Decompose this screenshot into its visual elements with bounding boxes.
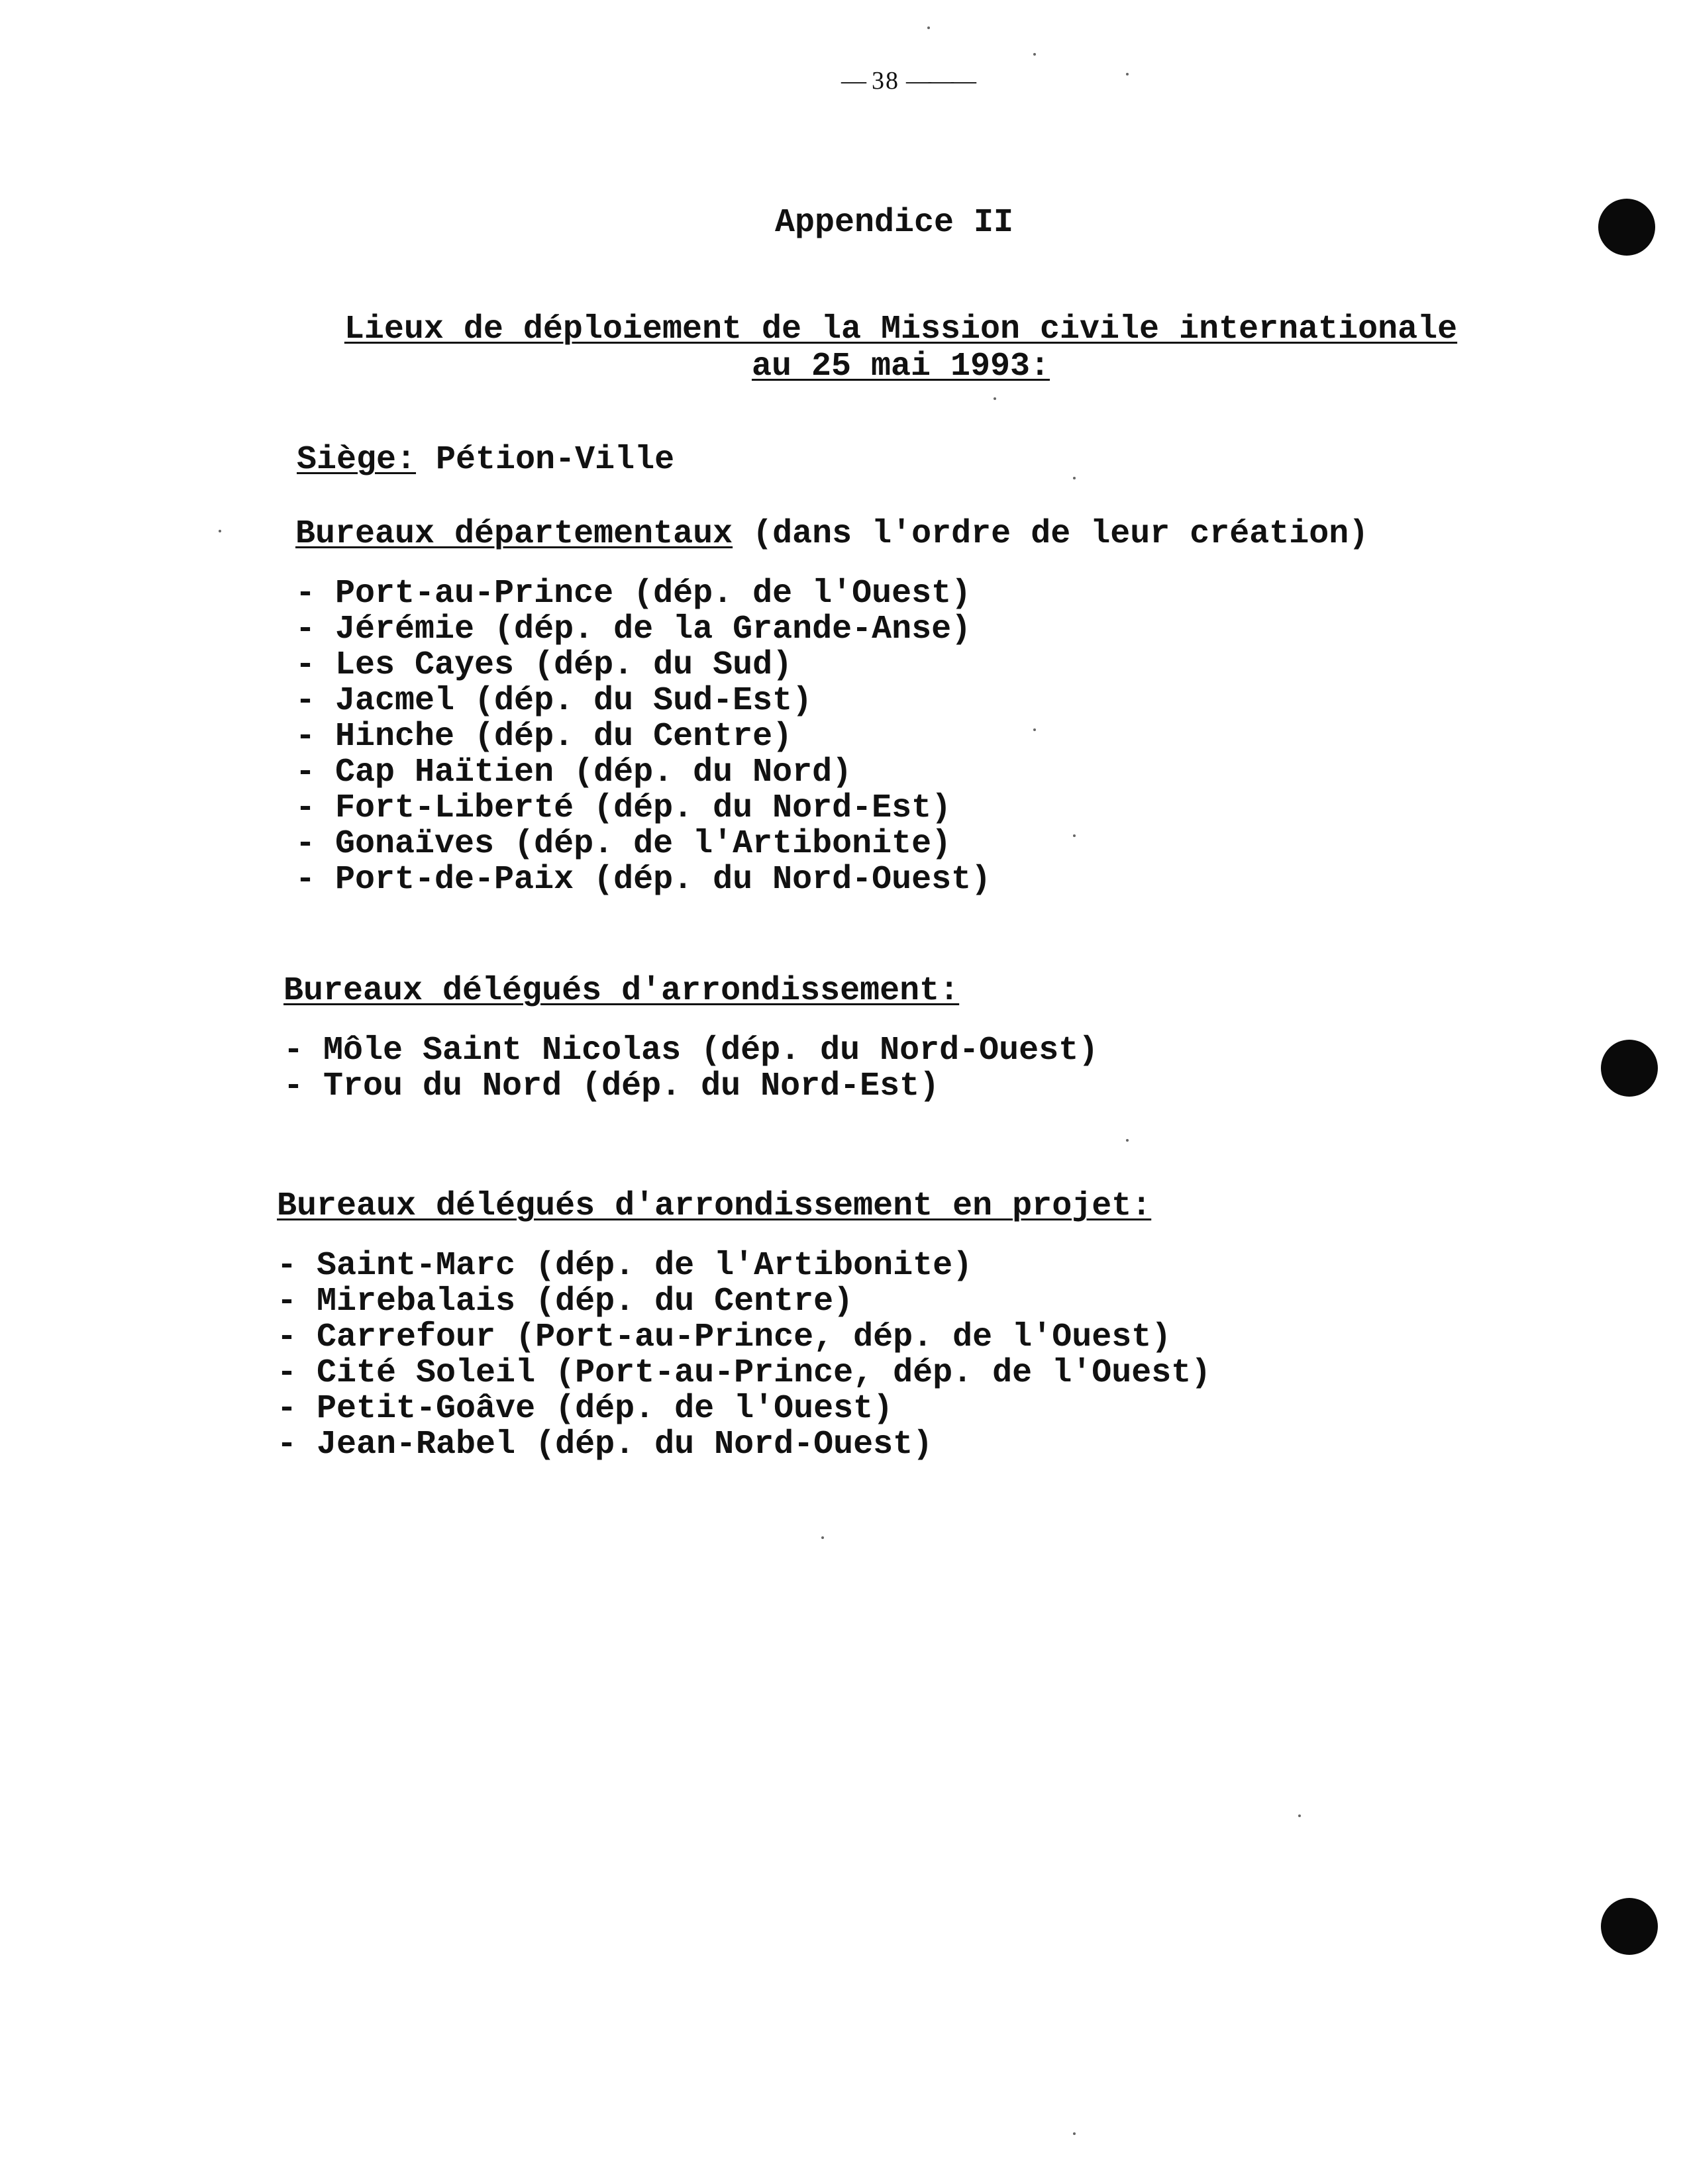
list-item: - Môle Saint Nicolas (dép. du Nord-Ouest)	[283, 1033, 1098, 1069]
list-item: - Jean-Rabel (dép. du Nord-Ouest)	[277, 1427, 1211, 1463]
list-item: - Carrefour (Port-au-Prince, dép. de l'Ouest)	[277, 1320, 1211, 1356]
siege-line	[297, 442, 674, 478]
scan-speck	[1126, 73, 1129, 75]
list-item: - Fort-Liberté (dép. du Nord-Est)	[295, 791, 1368, 826]
scan-speck	[219, 530, 221, 532]
bureaux-departementaux-note: (dans l'ordre de leur création)	[752, 515, 1369, 553]
binder-hole-bottom	[1601, 1898, 1658, 1955]
scan-speck	[1073, 834, 1076, 837]
siege-label: Siège:	[297, 441, 417, 479]
binder-hole-top	[1598, 199, 1655, 256]
main-title-line2: au 25 mai 1993:	[751, 348, 1050, 385]
scan-speck	[927, 26, 930, 29]
scan-speck	[1033, 728, 1036, 731]
list-item: - Les Cayes (dép. du Sud)	[295, 648, 1368, 683]
list-item: - Saint-Marc (dép. de l'Artibonite)	[277, 1248, 1211, 1284]
main-title	[291, 311, 1510, 385]
bureaux-departementaux-list	[295, 576, 1368, 898]
appendix-title: Appendice II	[775, 204, 1014, 242]
list-item: - Port-de-Paix (dép. du Nord-Ouest)	[295, 862, 1368, 898]
scan-speck	[994, 397, 996, 400]
scan-speck	[1126, 1139, 1129, 1142]
scan-speck	[1073, 477, 1076, 479]
bureaux-departementaux-section	[295, 517, 1368, 898]
bureaux-delegues-label: Bureaux délégués d'arrondissement:	[283, 972, 960, 1010]
bureaux-departementaux-label: Bureaux départementaux	[295, 515, 733, 553]
bureaux-delegues-projet-section	[277, 1189, 1211, 1463]
scan-speck	[1033, 53, 1036, 56]
main-title-line1: Lieux de déploiement de la Mission civile internationale	[344, 311, 1458, 348]
bureaux-delegues-section	[283, 973, 1098, 1105]
page-number: — 38 ———	[841, 66, 974, 95]
scan-speck	[1073, 2132, 1076, 2135]
list-item: - Gonaïves (dép. de l'Artibonite)	[295, 826, 1368, 862]
bureaux-delegues-projet-label: Bureaux délégués d'arrondissement en projet:	[277, 1187, 1152, 1225]
siege-value: Pétion-Ville	[436, 441, 675, 479]
bureaux-delegues-projet-list	[277, 1248, 1211, 1463]
list-item: - Jérémie (dép. de la Grande-Anse)	[295, 612, 1368, 648]
list-item: - Petit-Goâve (dép. de l'Ouest)	[277, 1391, 1211, 1427]
list-item: - Port-au-Prince (dép. de l'Ouest)	[295, 576, 1368, 612]
bureaux-departementaux-heading	[295, 517, 1368, 552]
scan-speck	[821, 1536, 824, 1539]
list-item: - Mirebalais (dép. du Centre)	[277, 1284, 1211, 1320]
scan-speck	[1298, 1814, 1301, 1817]
list-item: - Jacmel (dép. du Sud-Est)	[295, 683, 1368, 719]
bureaux-delegues-list	[283, 1033, 1098, 1105]
list-item: - Trou du Nord (dép. du Nord-Est)	[283, 1069, 1098, 1105]
list-item: - Cité Soleil (Port-au-Prince, dép. de l'Ouest)	[277, 1356, 1211, 1391]
list-item: - Hinche (dép. du Centre)	[295, 719, 1368, 755]
binder-hole-middle	[1601, 1040, 1658, 1097]
list-item: - Cap Haïtien (dép. du Nord)	[295, 755, 1368, 791]
